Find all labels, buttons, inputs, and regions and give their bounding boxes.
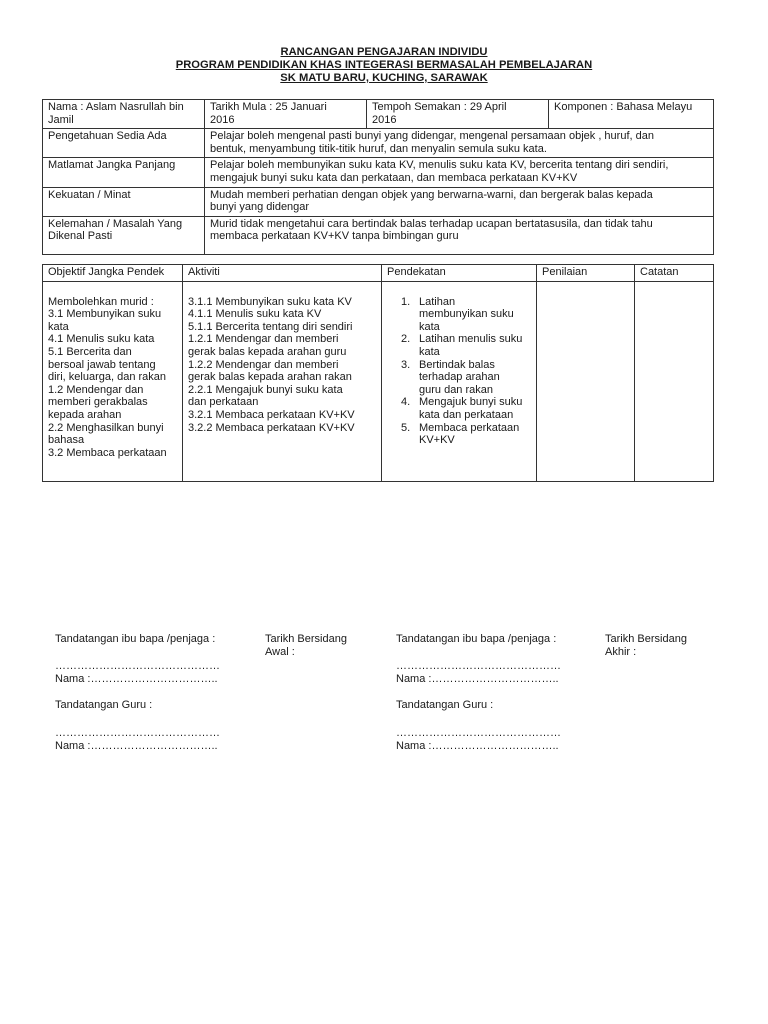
row-label: Kelemahan / Masalah Yang Dikenal Pasti — [43, 216, 205, 254]
row-value: Murid tidak mengetahui cara bertindak balas terhadap ucapan bertatasusila, dan tidak tahu membaca perkataan KV+KV tanpa bimbingan guru — [205, 216, 714, 254]
document-heading — [0, 46, 768, 85]
ibu-bapa-signature-line-right: ……………………………………… — [396, 660, 561, 672]
guru-signature-line-right: ……………………………………… — [396, 727, 561, 739]
header-catatan: Catatan — [635, 265, 714, 282]
guru-signature-label-left: Tandatangan Guru : — [55, 699, 153, 711]
catatan-cell — [635, 281, 714, 481]
tarikh-bersidang-akhir: Tarikh Bersidang Akhir : — [605, 633, 687, 658]
komponen-cell: Komponen : Bahasa Melayu — [549, 100, 714, 129]
list-item: 2. Latihan menulis suku kata — [401, 333, 523, 358]
pendekatan-list — [387, 296, 531, 447]
header-pendekatan: Pendekatan — [382, 265, 537, 282]
tarikh-mula-cell: Tarikh Mula : 25 Januari 2016 — [205, 100, 367, 129]
penilaian-cell — [537, 281, 635, 481]
nama-cell: Nama : Aslam Nasrullah bin Jamil — [43, 100, 205, 129]
ibu-bapa-name-line-left: Nama :…………………………….. — [55, 673, 218, 685]
guru-signature-label-right: Tandatangan Guru : — [396, 699, 494, 711]
objectives-table — [42, 264, 714, 482]
ibu-bapa-signature-label-right: Tandatangan ibu bapa /penjaga : — [396, 633, 557, 645]
guru-name-line-right: Nama :…………………………….. — [396, 740, 559, 752]
student-info-table — [42, 99, 714, 255]
ibu-bapa-name-line-right: Nama :…………………………….. — [396, 673, 559, 685]
objectives-header-row — [43, 265, 714, 282]
guru-signature-line-left: ……………………………………… — [55, 727, 220, 739]
row-value: Pelajar boleh mengenal pasti bunyi yang didengar, mengenal persamaan objek , huruf, dan bentuk, menyambung titik-titik huruf, dan menyalin semula suku kata. — [205, 129, 714, 158]
row-label: Kekuatan / Minat — [43, 187, 205, 216]
header-objektif: Objektif Jangka Pendek — [43, 265, 183, 282]
objectives-body-row — [43, 281, 714, 481]
title-line-2: PROGRAM PENDIDIKAN KHAS INTEGERASI BERMASALAH PEMBELAJARAN — [175, 59, 593, 71]
title-line-3: SK MATU BARU, KUCHING, SARAWAK — [280, 72, 488, 84]
row-label: Matlamat Jangka Panjang — [43, 158, 205, 187]
row-value: Mudah memberi perhatian dengan objek yang berwarna-warni, dan bergerak balas kepada bunyi yang didengar — [205, 187, 714, 216]
ibu-bapa-signature-line-left: ……………………………………… — [55, 660, 220, 672]
guru-name-line-left: Nama :…………………………….. — [55, 740, 218, 752]
info-row-header — [43, 100, 714, 129]
info-row-matlamat — [43, 158, 714, 187]
tarikh-bersidang-awal: Tarikh Bersidang Awal : — [265, 633, 347, 658]
info-row-pengetahuan — [43, 129, 714, 158]
info-row-kelemahan — [43, 216, 714, 254]
ibu-bapa-signature-label-left: Tandatangan ibu bapa /penjaga : — [55, 633, 216, 645]
info-row-kekuatan — [43, 187, 714, 216]
pendekatan-cell — [382, 281, 537, 481]
list-item: 5. Membaca perkataan KV+KV — [401, 421, 520, 447]
list-item: 1. Latihan membunyikan suku kata — [401, 295, 514, 333]
aktiviti-cell: 3.1.1 Membunyikan suku kata KV 4.1.1 Menulis suku kata KV 5.1.1 Bercerita tentang diri sendiri 1.2.1 Mendengar dan memberi gerak balas kepada arahan guru 1.2.2 Mendengar dan memberi gerak balas kepada arahan rakan 2.2.1 Mengajuk bunyi suku kata dan perkataan 3.2.1 Membaca perkataan KV+KV 3.2.2 Membaca perkataan KV+KV — [183, 281, 382, 481]
objektif-cell: Membolehkan murid : 3.1 Membunyikan suku kata 4.1 Menulis suku kata 5.1 Bercerita dan bersoal jawab tentang diri, keluarga, dan rakan 1.2 Mendengar dan memberi gerakbalas kepada arahan 2.2 Menghasilkan bunyi bahasa 3.2 Membaca perkataan — [43, 281, 183, 481]
header-aktiviti: Aktiviti — [183, 265, 382, 282]
list-item: 4. Mengajuk bunyi suku kata dan perkataan — [401, 396, 523, 421]
header-penilaian: Penilaian — [537, 265, 635, 282]
tempoh-semakan-cell: Tempoh Semakan : 29 April 2016 — [367, 100, 549, 129]
title-line-1: RANCANGAN PENGAJARAN INDIVIDU — [280, 46, 488, 58]
row-value: Pelajar boleh membunyikan suku kata KV, menulis suku kata KV, bercerita tentang diri sendiri, mengajuk bunyi suku kata dan perkataan, dan membaca perkataan KV+KV — [205, 158, 714, 187]
list-item: 3. Bertindak balas terhadap arahan guru dan rakan — [401, 358, 500, 396]
row-label: Pengetahuan Sedia Ada — [43, 129, 205, 158]
